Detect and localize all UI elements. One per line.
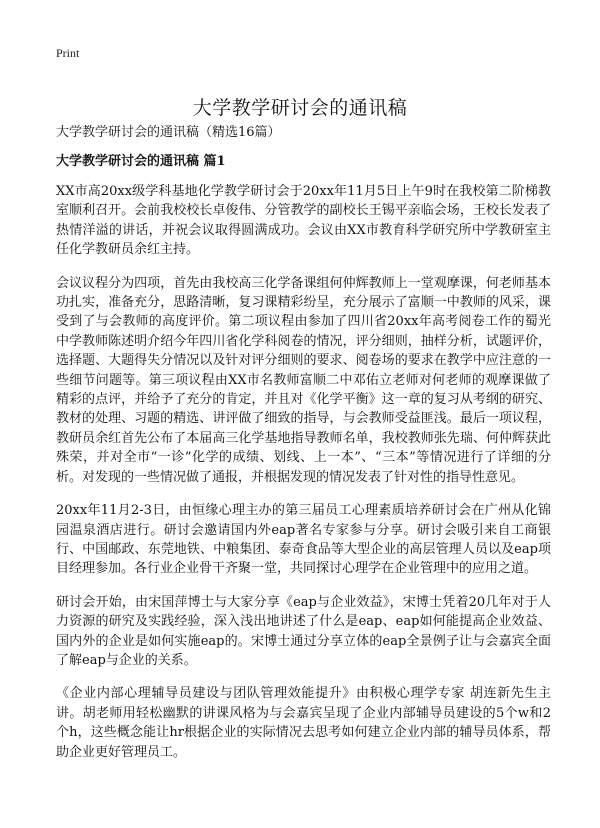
paragraph: 会议议程分为四项，首先由我校高三化学备课组何仲辉教师上一堂观摩课，何老师基本功扎实，准备充分，思路清晰，复习课精彩纷呈，充分展示了富顺一中教师的风采，课受到了与会教师的高度评价。第二项议程由参加了四川省20xx年高考阅卷工作的蜀光中学教师陈述明介绍今年四川省化学科阅卷的情况，评分细则，抽样分析，试题评价，选择题、大题得失分情况以及针对评分细则的要求、阅卷场的要求在教学中应注意的一些细节问题等。第三项议程由XX市名教师富顺二中邓佑立老师对何老师的观摩课做了精彩的点评，并给予了充分的肯定，并且对《化学平衡》这一章的复习从考纲的研究、教材的处理、习题的精选、讲评做了细致的指导，与会教师受益匪浅。最后一项议程，教研员余红首先公布了本届高三化学基地指导教师名单，我校教师张先瑞、何仲辉获此殊荣，并对全市“一诊”化学的成绩、划线、上一本”、“三本”等情况进行了详细的分析。对发现的一些情况做了通报，并根据发现的情况发表了针对性的指导性意见。	[56, 275, 551, 485]
document-subtitle: 大学教学研讨会的通讯稿（精选16篇）	[56, 125, 281, 140]
document-title: 大学教学研讨会的通讯稿	[192, 96, 408, 119]
section-heading: 大学教学研讨会的通讯稿 篇1	[56, 154, 226, 169]
paragraph: 研讨会开始，由宋国萍博士与大家分享《eap与企业效益》，宋博士凭着20几年对于人力资源的研究及实践经验，深入浅出地讲述了什么是eap、eap如何能提高企业效益、国内外的企业是如何实施eap的。宋博士通过分享立体的eap全景例子让与会嘉宾全面了解eap与企业的关系。	[56, 594, 551, 668]
paragraph: XX市高20xx级学科基地化学教学研讨会于20xx年11月5日上午9时在我校第二阶梯教室顺利召开。会前我校校长卓俊伟、分管教学的副校长王锡平亲临会场，王校长发表了热情洋溢的讲话，并祝会议取得圆满成功。会议由XX市教育科学研究所中学教研室主任化学教研员余红主持。	[56, 184, 551, 258]
document-body	[56, 182, 551, 776]
paragraph: 20xx年11月2-3日，由恒缘心理主办的第三届员工心理素质培养研讨会在广州从化锦园温泉酒店进行。研讨会邀请国内外eap著名专家参与分享。研讨会吸引来自工商银行、中国邮政、东莞地铁、中粮集团、泰奇食品等大型企业的高层管理人员以及eap项目经理参加。各行业企业骨干齐聚一堂，共同探讨心理学在企业管理中的应用之道。	[56, 503, 551, 577]
print-label: Print	[56, 46, 80, 60]
paragraph: 《企业内部心理辅导员建设与团队管理效能提升》由积极心理学专家 胡连新先生主讲。胡老师用轻松幽默的讲课风格为与会嘉宾呈现了企业内部辅导员建设的5个w和2个h，这些概念能让hr根据企业的实际情况去思考如何建立企业内部的辅导员体系，帮助企业更好管理员工。	[56, 686, 551, 760]
